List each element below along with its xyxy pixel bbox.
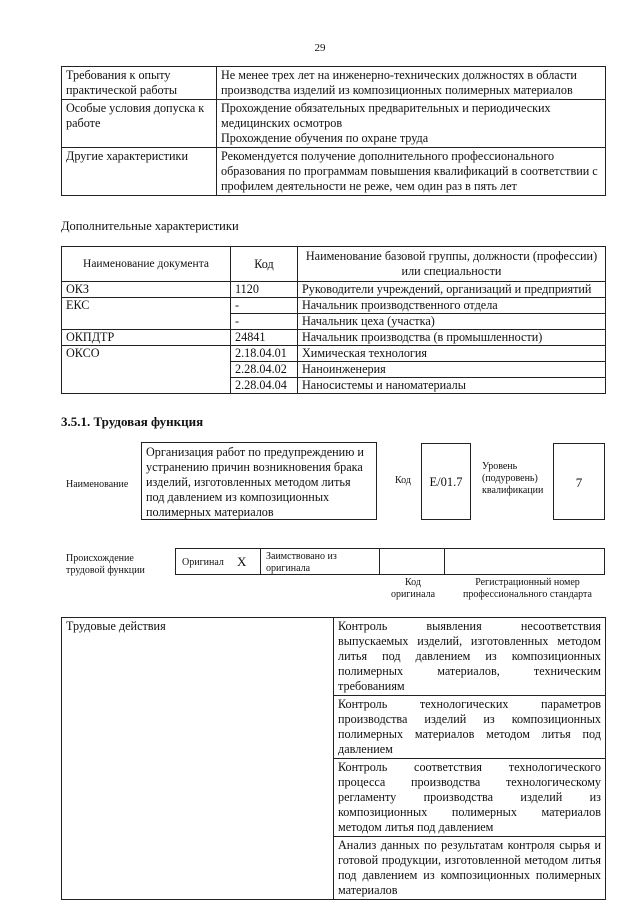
table-row — [62, 618, 606, 696]
col-header: Код — [231, 247, 298, 282]
cell-doc: ОКСО — [62, 346, 231, 394]
code-label: Код — [395, 475, 411, 486]
col-header: Наименование базовой группы, должности (профессии) или специальности — [298, 247, 606, 282]
row-label: Другие характеристики — [62, 148, 217, 196]
section-title: Дополнительные характеристики — [61, 219, 239, 233]
cell-code: 2.28.04.02 — [231, 362, 298, 378]
cell-code: - — [231, 314, 298, 330]
origin-label: Происхождение трудовой функции — [66, 553, 145, 576]
origin-row — [175, 548, 605, 575]
action-item: Контроль соответствия технологического процесса производства технологическому регламенту производства изделий из композиционных полимерных материалов методом литья под давлением — [334, 759, 606, 837]
table-row — [62, 67, 606, 100]
table-row — [62, 330, 606, 346]
table-row — [62, 148, 606, 196]
col-header: Наименование документа — [62, 247, 231, 282]
cell-name: Химическая технология — [298, 346, 606, 362]
cell-doc: ОКЗ — [62, 282, 231, 298]
function-name-box: Организация работ по предупреждению и устранению причин возникновения брака изделий, изготовленных методом литья под давлением из композиционных полимерных материалов — [141, 442, 377, 520]
cell-code: 24841 — [231, 330, 298, 346]
name-label: Наименование — [66, 479, 129, 490]
table-row — [62, 346, 606, 362]
level-label: Уровень (подуровень) квалификации — [482, 461, 544, 496]
row-label: Требования к опыту практической работы — [62, 67, 217, 100]
code-caption: Код оригинала — [390, 577, 436, 600]
additional-table — [61, 246, 606, 394]
actions-table — [61, 617, 606, 900]
divider — [260, 549, 261, 574]
cell-name: Начальник производственного отдела — [298, 298, 606, 314]
action-item: Контроль технологических параметров производства изделий из композиционных полимерных материалов методом литья под давлением — [334, 696, 606, 759]
row-value: Не менее трех лет на инженерно-технических должностях в области производства изделий из композиционных полимерных материалов — [217, 67, 606, 100]
table-row — [62, 298, 606, 314]
function-title: 3.5.1. Трудовая функция — [61, 414, 204, 429]
function-code-box: E/01.7 — [421, 443, 471, 520]
action-item: Анализ данных по результатам контроля сырья и готовой продукции, изготовленной методом литья под давлением из композиционных полимерных материалов — [334, 837, 606, 900]
reg-caption: Регистрационный номер профессионального стандарта — [463, 577, 592, 600]
value-line: Прохождение обучения по охране труда — [221, 131, 429, 145]
actions-label: Трудовые действия — [62, 618, 334, 900]
cell-name: Начальник цеха (участка) — [298, 314, 606, 330]
borrowed-label: Заимствовано из оригинала — [266, 551, 337, 574]
row-value — [217, 100, 606, 148]
cell-doc: ЕКС — [62, 298, 231, 330]
cell-name: Руководители учреждений, организаций и предприятий — [298, 282, 606, 298]
cell-code: 1120 — [231, 282, 298, 298]
table-row — [62, 282, 606, 298]
table-row — [62, 100, 606, 148]
row-label: Особые условия допуска к работе — [62, 100, 217, 148]
row-value: Рекомендуется получение дополнительного профессионального образования по программам повышения квалификаций в соответствии с профилем деятельности не реже, чем один раз в пять лет — [217, 148, 606, 196]
original-mark: X — [237, 554, 247, 569]
page-number: 29 — [314, 42, 326, 54]
cell-code: 2.28.04.04 — [231, 378, 298, 394]
value-line: Прохождение обязательных предварительных и периодических медицинских осмотров — [221, 101, 551, 130]
cell-name: Наносистемы и наноматериалы — [298, 378, 606, 394]
cell-name: Наноинженерия — [298, 362, 606, 378]
original-label: Оригинал — [182, 557, 224, 568]
cell-code: 2.18.04.01 — [231, 346, 298, 362]
divider — [444, 549, 445, 574]
divider — [379, 549, 380, 574]
table-header-row — [62, 247, 606, 282]
requirements-table — [61, 66, 606, 196]
cell-code: - — [231, 298, 298, 314]
cell-name: Начальник производства (в промышленности) — [298, 330, 606, 346]
cell-doc: ОКПДТР — [62, 330, 231, 346]
level-box: 7 — [553, 443, 605, 520]
action-item: Контроль выявления несоответствия выпускаемых изделий, изготовленных методом литья под давлением из композиционных полимерных материалов, техническим требованиям — [334, 618, 606, 696]
